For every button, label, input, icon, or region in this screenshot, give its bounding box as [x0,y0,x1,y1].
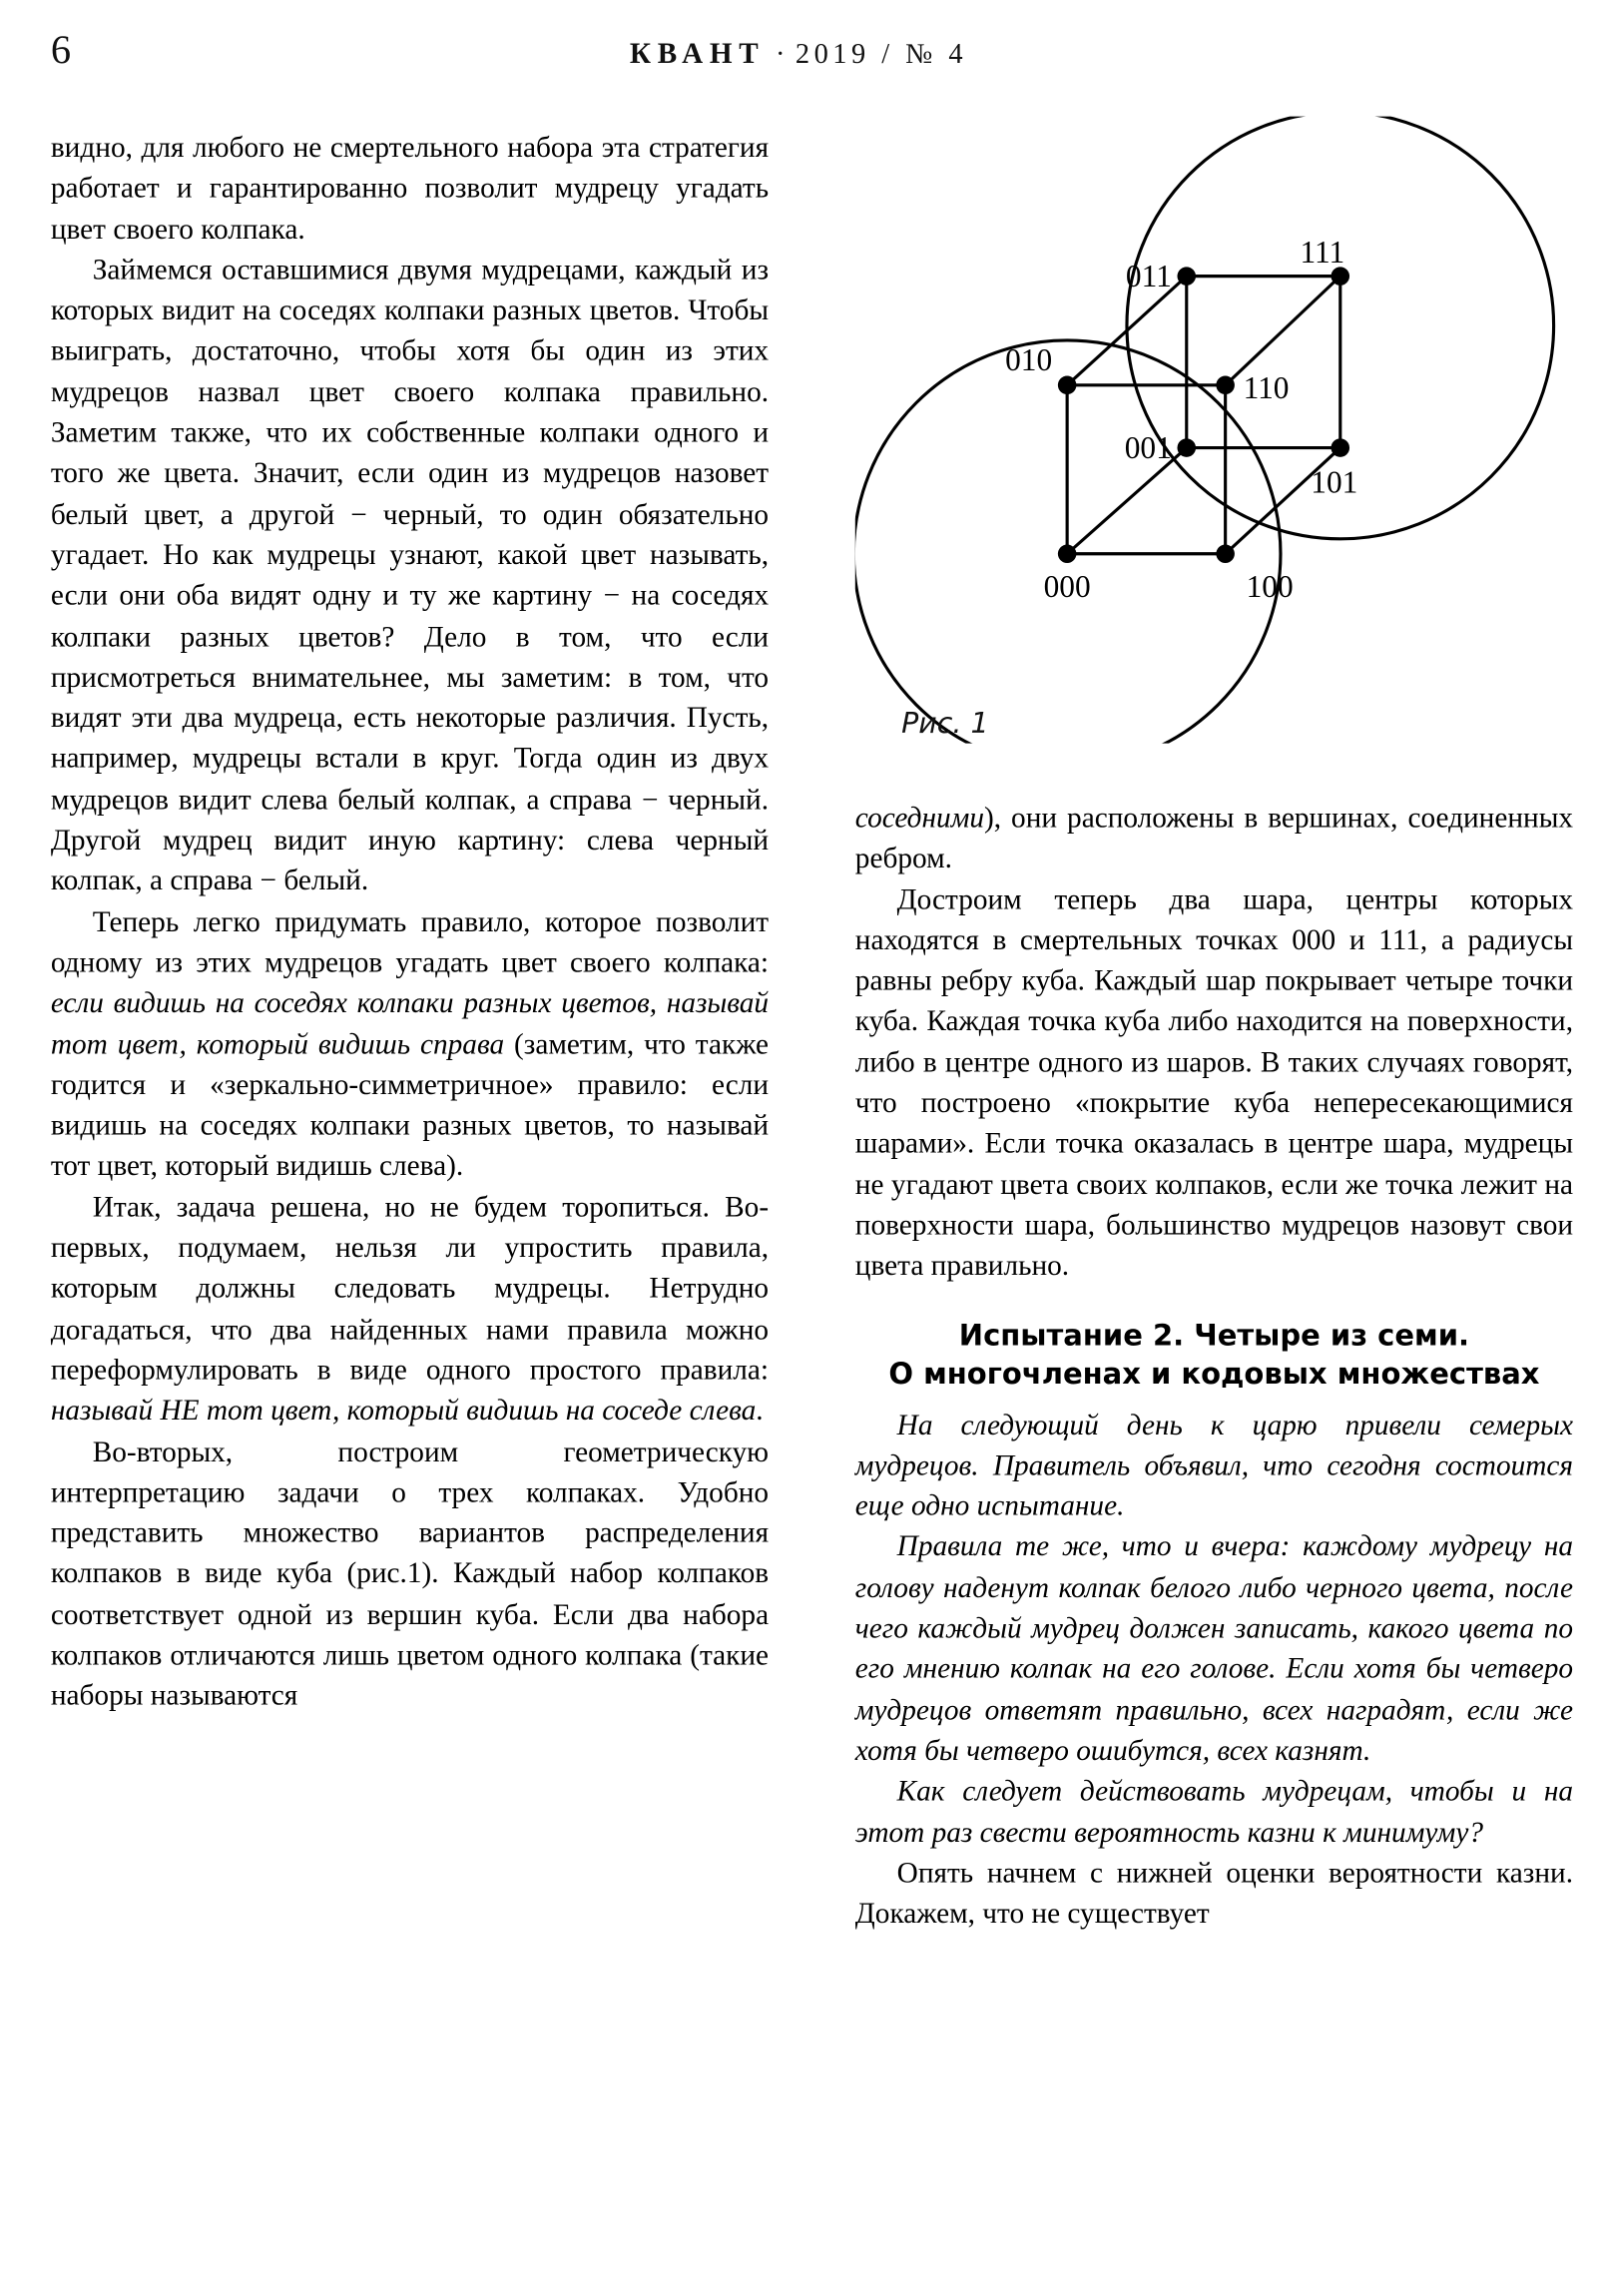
section-heading-line-1: Испытание 2. Четыре из семи. [958,1317,1470,1353]
right-italic-paragraph-2: Как следует действовать мудрецам, чтобы и на этот раз свести вероятность казни к минимуму? [854,1776,1574,1849]
left-paragraph-1 [51,251,769,902]
cube-vertices [1058,267,1349,563]
running-head [0,39,1597,72]
right-paragraph-1 [855,880,1573,1288]
left-run-3-2: . [756,1396,764,1428]
right-run-1-0: Достроим теперь два шара, центры которых находятся в смертельных точках 000 и 111, а радиусы равны ребру куба. Каждый шар покрывает четыре точки куба. Каждая точка куба либо находится на поверхности, либо в центре одного из шаров. В таких случаях говорят, что построено «покрытие куба непересекающимися шарами». Если точка оказалась в центре шара, мудрецы не угадают цвета своих колпаков, если же точка лежит на поверхности шара, большинство мудрецов назовут свои цвета правильно. [854,884,1574,1283]
left-run-2-2: (заметим, что также годится и «зеркально-симметричное» правило: если видишь на соседях колпаки разных цветов, то называй тот цвет, который видишь слева). [50,1029,770,1183]
vertex-label-011: 011 [1125,259,1172,294]
vertex-011-dot [1177,267,1196,286]
magazine-title: КВАНТ [629,38,766,71]
left-run-3-0: Итак, задача решена, но не будем торопиться. Во-первых, подумаем, нельзя ли упростить правила, которым должны следовать мудрецы. Нетрудно догадаться, что два найденных нами правила можно переформулировать в виде одного простого правила: [50,1192,770,1387]
vertex-001-dot [1177,438,1196,457]
right-run-0-0: соседними [854,803,984,835]
left-column [51,129,769,1718]
vertex-101-dot [1331,438,1350,457]
vertex-100-dot [1216,544,1235,563]
right-column [855,799,1573,1936]
figure-caption: Рис. 1 [901,707,989,741]
vertex-010-dot [1058,376,1077,395]
left-paragraph-0 [51,129,769,251]
vertex-label-010: 010 [1005,341,1053,377]
section-heading-line-2: О многочленах и кодовых множествах [888,1356,1540,1391]
left-paragraph-3 [51,1188,769,1433]
left-run-1-0: Займемся оставшимися двумя мудрецами, каждый из которых видит на соседях колпаки разных цветов. Чтобы выиграть, достаточно, чтобы хотя бы один из этих мудрецов назвал цвет своего колпака правильно. Заметим также, что их собственные колпаки одного и того же цвета. Значит, если один из мудрецов назовет белый цвет, а другой − черный, то один обязательно угадает. Но как мудрецы узнают, какой цвет называть, если они оба видят одну и ту же картину − на соседях колпаки разных цветов? Дело в том, что если присмотреться внимательнее, мы заметим: в том, что видят эти два мудреца, есть некоторые различия. Пусть, например, мудрецы встали в круг. Тогда один из двух мудрецов видит слева белый колпак, а справа − черный. Другой мудрец видит иную картину: слева черный колпак, а справа − белый. [50,255,770,898]
left-run-3-1: называй НЕ тот цвет, который видишь на соседе слева [50,1396,757,1428]
vertex-110-dot [1216,376,1235,395]
section-heading [855,1316,1573,1394]
cube-edges [1067,277,1340,554]
vertex-label-101: 101 [1311,464,1358,500]
right-italic-paragraph-0: На следующий день к царю привели семерых мудрецов. Правитель объявил, что сегодня состоится еще одно испытание. [854,1410,1574,1523]
left-run-2-1: если видишь на соседях колпаки разных цветов, называй тот цвет, который видишь справа [50,988,770,1061]
figure-1 [855,117,1573,744]
right-paragraph-0 [855,799,1573,880]
right-italic-paragraph-1: Правила те же, что и вчера: каждому мудрецу на голову наденут колпак белого либо черного цвета, после чего каждый мудрец должен записать, какого цвета по его мнению колпак на его голове. Если хотя бы четверо мудрецов ответят правильно, всех наградят, если же хотя бы четверо ошибутся, всех казнят. [854,1531,1574,1768]
cube-spheres-diagram [855,117,1573,744]
vertex-label-100: 100 [1246,569,1294,605]
runhead-separator: · [775,38,786,71]
right-closing-paragraph: Опять начнем с нижней оценки вероятности казни. Докажем, что не существует [854,1858,1574,1931]
vertex-label-111: 111 [1300,235,1345,271]
left-run-2-0: Теперь легко придумать правило, которое позволит одному из этих мудрецов угадать цвет своего колпака: [50,906,770,979]
vertex-label-001: 001 [1124,430,1172,466]
vertex-000-dot [1058,544,1077,563]
vertex-label-110: 110 [1243,370,1290,406]
page-number: 6 [50,26,72,72]
issue-label: 2019 / № 4 [795,38,968,71]
left-paragraph-4 [51,1433,769,1718]
left-run-0-0: видно, для любого не смертельного набора эта стратегия работает и гарантированно позволит мудрецу угадать цвет своего колпака. [50,133,770,247]
vertex-label-000: 000 [1043,569,1091,605]
right-run-0-1: ), они расположены в вершинах, соединенных ребром. [854,803,1574,875]
left-run-4-0: Во-вторых, построим геометрическую интерпретацию задачи о трех колпаках. Удобно представить множество вариантов распределения колпаков в виде куба (рис.1). Каждый набор колпаков соответствует одной из вершин куба. Если два набора колпаков отличаются лишь цветом одного колпака (такие наборы называются [50,1436,770,1713]
left-paragraph-2 [51,902,769,1188]
